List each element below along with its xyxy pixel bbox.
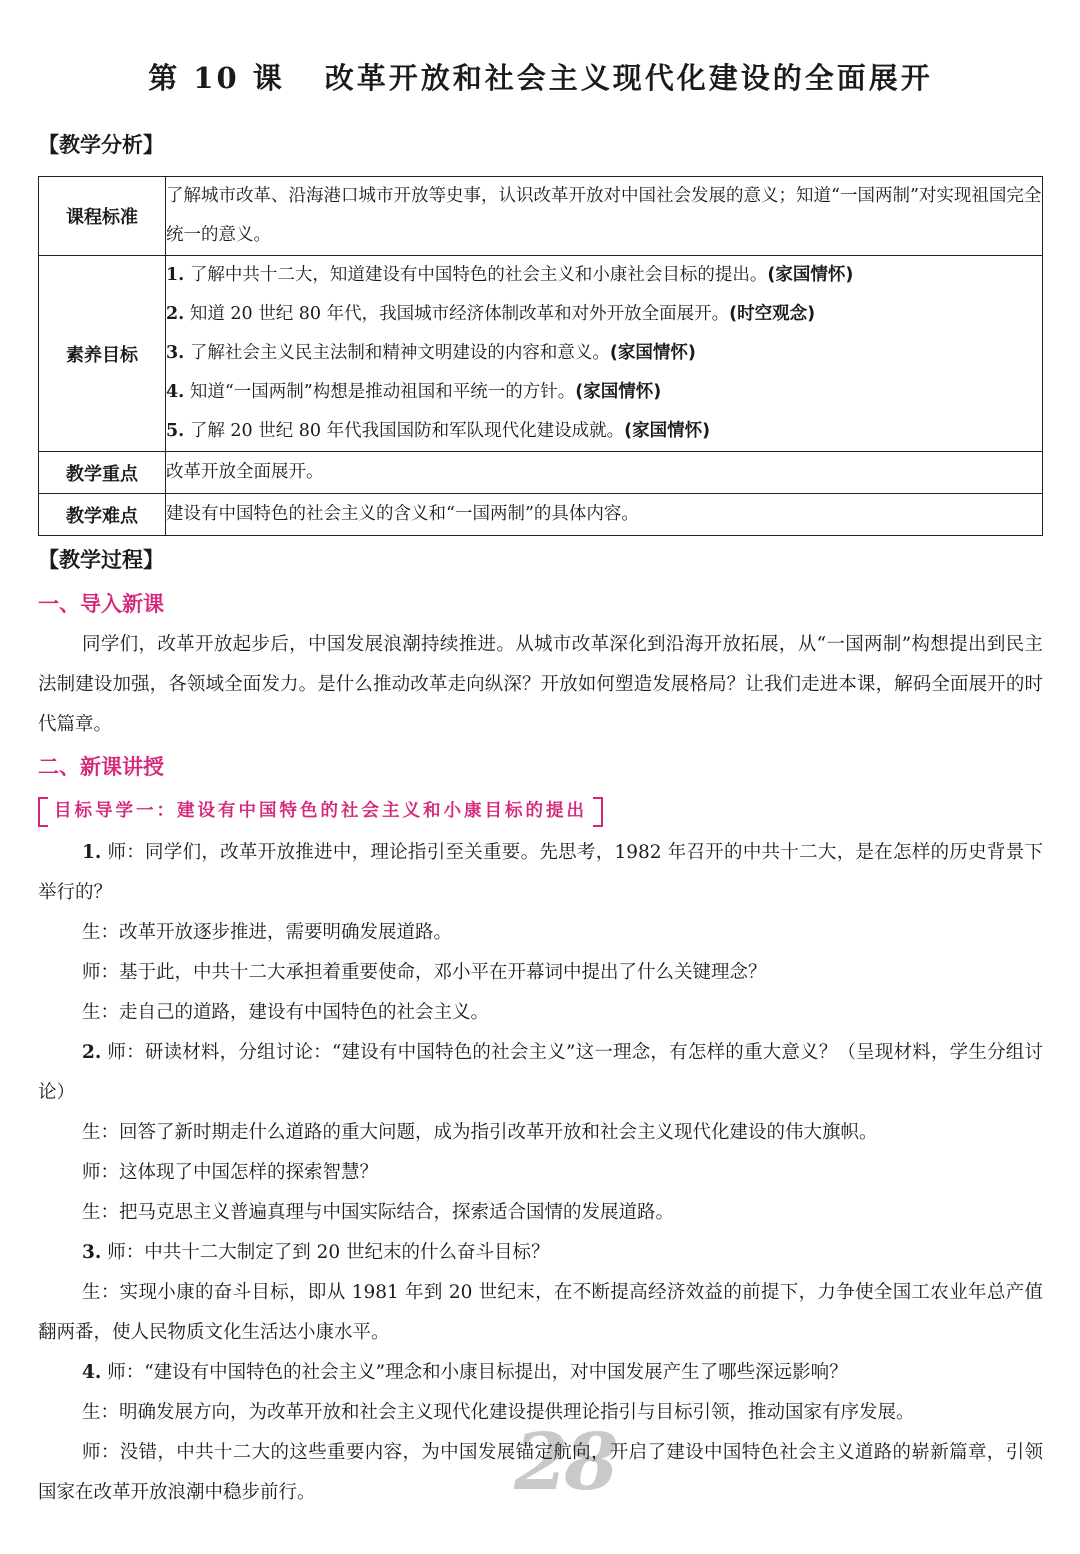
analysis-heading: 【教学分析】 (38, 133, 164, 157)
standard-label: 课程标准 (39, 177, 166, 256)
objective-title: 目标导学一：建设有中国特色的社会主义和小康目标的提出 (54, 801, 587, 821)
dialogue-line: 生：走自己的道路，建设有中国特色的社会主义。 (82, 1002, 490, 1023)
goal-item: 3. 了解社会主义民主法制和精神文明建设的内容和意义。(家国情怀) (166, 343, 696, 363)
table-row (39, 452, 1043, 494)
key-text: 改革开放全面展开。 (166, 452, 1043, 494)
objective-banner (38, 796, 603, 826)
key-label: 教学重点 (39, 452, 166, 494)
goal-item: 4. 知道“一国两制”构想是推动祖国和平统一的方针。(家国情怀) (166, 382, 662, 402)
table-row (39, 177, 1043, 256)
dialogue-line: 4. 师：“建设有中国特色的社会主义”理念和小康目标提出，对中国发展产生了哪些深远影响？ (82, 1362, 848, 1383)
dialogue-line: 生：回答了新时期走什么道路的重大问题，成为指引改革开放和社会主义现代化建设的伟大旗帜。 (82, 1122, 878, 1143)
dialogue-line: 1. 师：同学们，改革开放推进中，理论指引至关重要。先思考，1982 年召开的中共十二大，是在怎样的历史背景下举行的？ (38, 842, 1043, 903)
lesson-name: 改革开放和社会主义现代化建设的全面展开 (324, 61, 933, 95)
difficulty-label: 教学难点 (39, 494, 166, 536)
lesson-number: 第 10 课 (148, 61, 285, 95)
process-heading: 【教学过程】 (38, 548, 164, 572)
difficulty-text: 建设有中国特色的社会主义的含义和“一国两制”的具体内容。 (166, 494, 1043, 536)
goals-list (166, 256, 1043, 452)
dialogue-line: 2. 师：研读材料，分组讨论：“建设有中国特色的社会主义”这一理念，有怎样的重大意义？（呈现材料，学生分组讨论） (38, 1042, 1043, 1103)
goals-label: 素养目标 (39, 256, 166, 452)
page-title (38, 58, 1043, 98)
dialogue-line: 生：改革开放逐步推进，需要明确发展道路。 (82, 922, 453, 943)
table-row (39, 494, 1043, 536)
bracket-left-icon (38, 797, 48, 827)
part2-heading: 二、新课讲授 (38, 755, 164, 779)
part1-heading: 一、导入新课 (38, 592, 164, 616)
page-number: 28 (514, 1417, 615, 1508)
dialogue-line: 师：基于此，中共十二大承担着重要使命，邓小平在开幕词中提出了什么关键理念？ (82, 962, 767, 983)
standard-text: 了解城市改革、沿海港口城市开放等史事，认识改革开放对中国社会发展的意义；知道“一国两制”对实现祖国完全统一的意义。 (166, 177, 1043, 256)
dialogue-line: 师：没错，中共十二大的这些重要内容，为中国发展锚定航向，开启了建设中国特色社会主义道路的崭新篇章，引领国家在改革开放浪潮中稳步前行。 (38, 1442, 1043, 1503)
analysis-table (38, 176, 1043, 536)
goal-item: 2. 知道 20 世纪 80 年代，我国城市经济体制改革和对外开放全面展开。(时空观念) (166, 304, 816, 324)
goal-item: 5. 了解 20 世纪 80 年代我国国防和军队现代化建设成就。(家国情怀) (166, 421, 711, 441)
bracket-right-icon (593, 797, 603, 827)
dialogue-line: 师：这体现了中国怎样的探索智慧？ (82, 1162, 379, 1183)
dialogue-line: 3. 师：中共十二大制定了到 20 世纪末的什么奋斗目标？ (82, 1242, 550, 1263)
table-row (39, 256, 1043, 452)
dialogue-line: 生：把马克思主义普遍真理与中国实际结合，探索适合国情的发展道路。 (82, 1202, 675, 1223)
goal-item: 1. 了解中共十二大，知道建设有中国特色的社会主义和小康社会目标的提出。(家国情怀) (166, 265, 854, 285)
dialogue-line: 生：实现小康的奋斗目标，即从 1981 年到 20 世纪末，在不断提高经济效益的前提下，力争使全国工农业年总产值翻两番，使人民物质文化生活达小康水平。 (38, 1282, 1043, 1343)
intro-paragraph: 同学们，改革开放起步后，中国发展浪潮持续推进。从城市改革深化到沿海开放拓展，从“一国两制”构想提出到民主法制建设加强，各领域全面发力。是什么推动改革走向纵深？开放如何塑造发展格局？让我们走进本课，解码全面展开的时代篇章。 (38, 634, 1043, 735)
dialogue-line: 生：明确发展方向，为改革开放和社会主义现代化建设提供理论指引与目标引领，推动国家有序发展。 (82, 1402, 915, 1423)
